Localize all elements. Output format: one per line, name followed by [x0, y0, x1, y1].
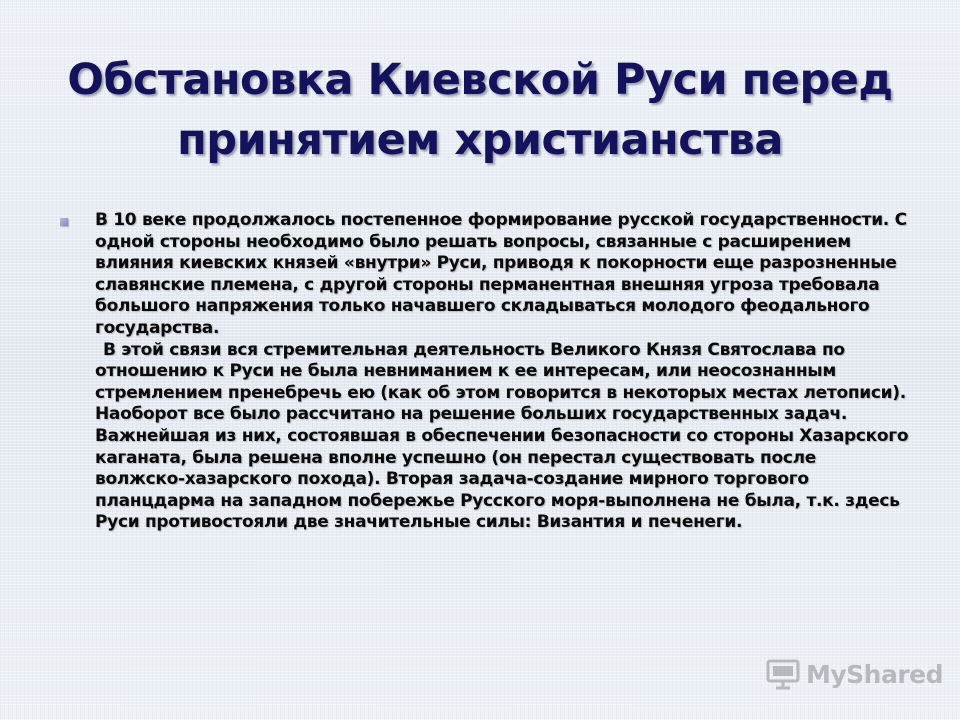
- slide-title-line-1: Обстановка Киевской Руси перед: [67, 55, 893, 105]
- myshared-watermark: [766, 656, 943, 692]
- slide-title-line-2: принятием христианства: [177, 115, 783, 165]
- presentation-screen-icon: [766, 658, 800, 690]
- body-paragraph-2: В этой связи вся стремительная деятельность Великого Князя Святослава по отношению к Руси не была невниманием к ее интересам, или неосознанным стремлением пренебречь ею (как об этом говорится в некоторых местах летописи). Наоборот все было рассчитано на решение больших государственных задач. Важнейшая из них, состоявшая в обеспечении безопасности со стороны Хазарского каганата, была решена вполне успешно (он перестал существовать после волжско-хазарского похода). Вторая задача-создание мирного торгового планцдарма на западном побережье Русского моря-выполнена не была, т.к. здесь Руси противостояли две значительные силы: Византия и печенеги.: [95, 339, 909, 533]
- bullet-square-icon: [60, 218, 68, 226]
- body-paragraph-1: В 10 веке продолжалось постепенное формирование русской государственности. С одной стороны необходимо было решать вопросы, связанные с расширением влияния киевских князей «внутри» Руси, приводя к покорности еще разрозненные славянские племена, с другой стороны перманентная внешняя угроза требовала большого напряжения только начавшего складываться молодого феодального государства.: [95, 210, 907, 338]
- slide-body: [95, 210, 910, 534]
- slide-title: [40, 50, 920, 170]
- watermark-text: MyShared: [806, 659, 944, 689]
